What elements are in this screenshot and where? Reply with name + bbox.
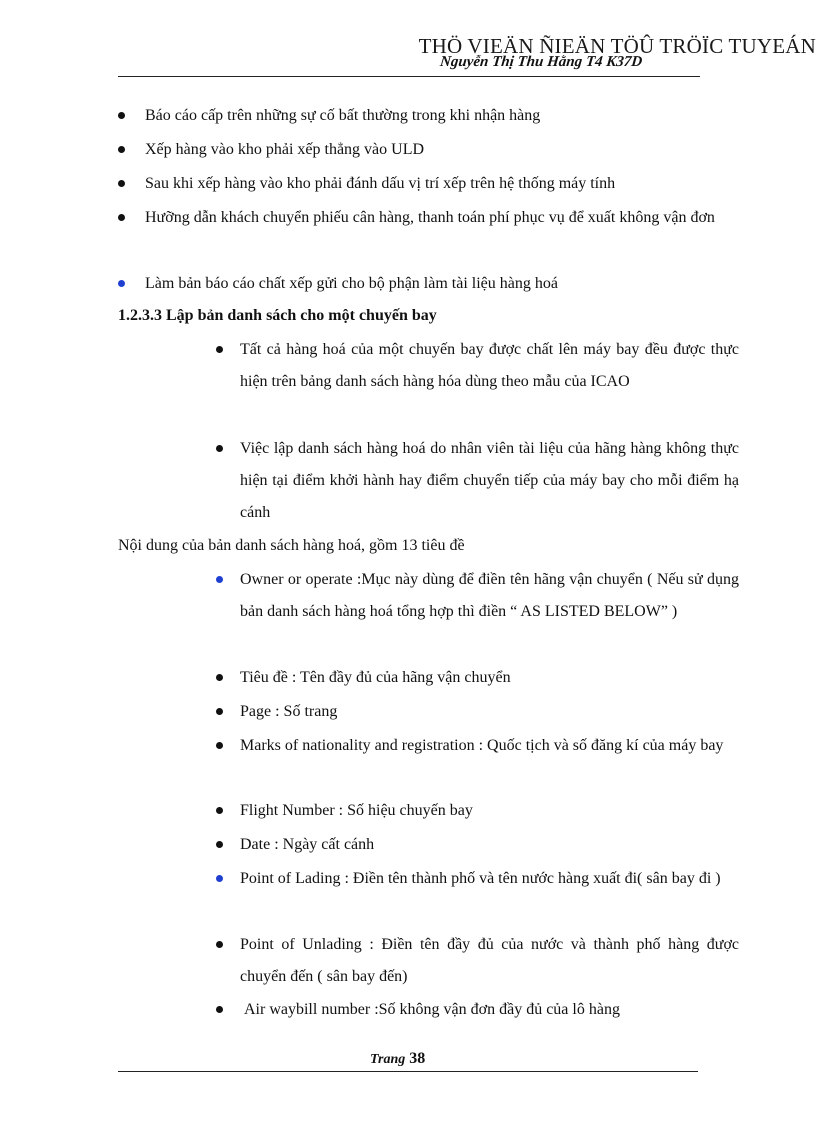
- list-item: Marks of nationality and registration : Quốc tịch và số đăng kí của máy bay: [240, 737, 724, 754]
- list-item: Sau khi xếp hàng vào kho phải đánh dấu vị trí xếp trên hệ thống máy tính: [145, 175, 616, 192]
- list-item: Point of Lading : Điền tên thành phố và tên nước hàng xuất đi( sân bay đi ): [240, 870, 721, 887]
- library-watermark-header: THÖ VIEÄN ÑIEÄN TÖÛ TRÖÏC TUYEÁN: [418, 34, 816, 58]
- bullet-icon: [216, 742, 223, 749]
- list-item: Làm bản báo cáo chất xếp gửi cho bộ phận làm tài liệu hàng hoá: [145, 275, 558, 292]
- bullet-icon: [216, 841, 223, 848]
- bullet-icon: [216, 445, 223, 452]
- list-item: Page : Số trang: [240, 703, 338, 720]
- list-item: Xếp hàng vào kho phải xếp thẳng vào ULD: [145, 141, 425, 158]
- bullet-icon: [118, 112, 125, 119]
- bullet-icon: [216, 1006, 223, 1013]
- list-item: Date : Ngày cất cánh: [240, 836, 375, 853]
- list-item: Tiêu đề : Tên đầy đủ của hãng vận chuyển: [240, 669, 511, 686]
- bullet-icon: [216, 576, 223, 583]
- author-header: Nguyễn Thị Thu Hằng T4 K37D: [439, 54, 644, 70]
- bullet-icon: [118, 214, 125, 221]
- list-item: Owner or operate :Mục này dùng để điền tên hãng vận chuyển ( Nếu sử dụng bản danh sách hàng hoá tổng hợp thì điền “ AS LISTED BELOW” ): [240, 571, 739, 620]
- list-item: Point of Unlading : Điền tên đầy đủ của nước và thành phố hàng được chuyển đến ( sân bay đến): [240, 936, 739, 985]
- intro-paragraph: Nội dung của bản danh sách hàng hoá, gồm 13 tiêu đề: [118, 537, 465, 554]
- footer-rule: [118, 1071, 698, 1072]
- bullet-icon: [118, 146, 125, 153]
- bullet-icon: [118, 280, 125, 287]
- list-item: Báo cáo cấp trên những sự cố bất thường trong khi nhận hàng: [145, 107, 541, 124]
- page-footer: [370, 1050, 425, 1068]
- bullet-icon: [216, 807, 223, 814]
- list-item: Air waybill number :Số không vận đơn đầy đủ của lô hàng: [244, 1001, 620, 1018]
- list-item: Hưỡng dẫn khách chuyển phiếu cân hàng, thanh toán phí phục vụ để xuất không vận đơn: [145, 209, 715, 226]
- bullet-icon: [216, 346, 223, 353]
- page-number: 38: [409, 1050, 426, 1067]
- bullet-icon: [118, 180, 125, 187]
- bullet-icon: [216, 708, 223, 715]
- list-item: Tất cả hàng hoá của một chuyến bay được chất lên máy bay đều được thực hiện trên bảng danh sách hàng hóa dùng theo mẫu của ICAO: [240, 341, 739, 390]
- bullet-icon: [216, 875, 223, 882]
- bullet-icon: [216, 674, 223, 681]
- list-item: Việc lập danh sách hàng hoá do nhân viên tài liệu của hãng hàng không thực hiện tại điểm khởi hành hay điểm chuyển tiếp của máy bay cho mỗi điểm hạ cánh: [240, 440, 739, 521]
- section-heading: 1.2.3.3 Lập bản danh sách cho một chuyến bay: [118, 307, 437, 324]
- bullet-icon: [216, 941, 223, 948]
- list-item: Flight Number : Số hiệu chuyến bay: [240, 802, 473, 819]
- page-label: Trang: [370, 1052, 406, 1067]
